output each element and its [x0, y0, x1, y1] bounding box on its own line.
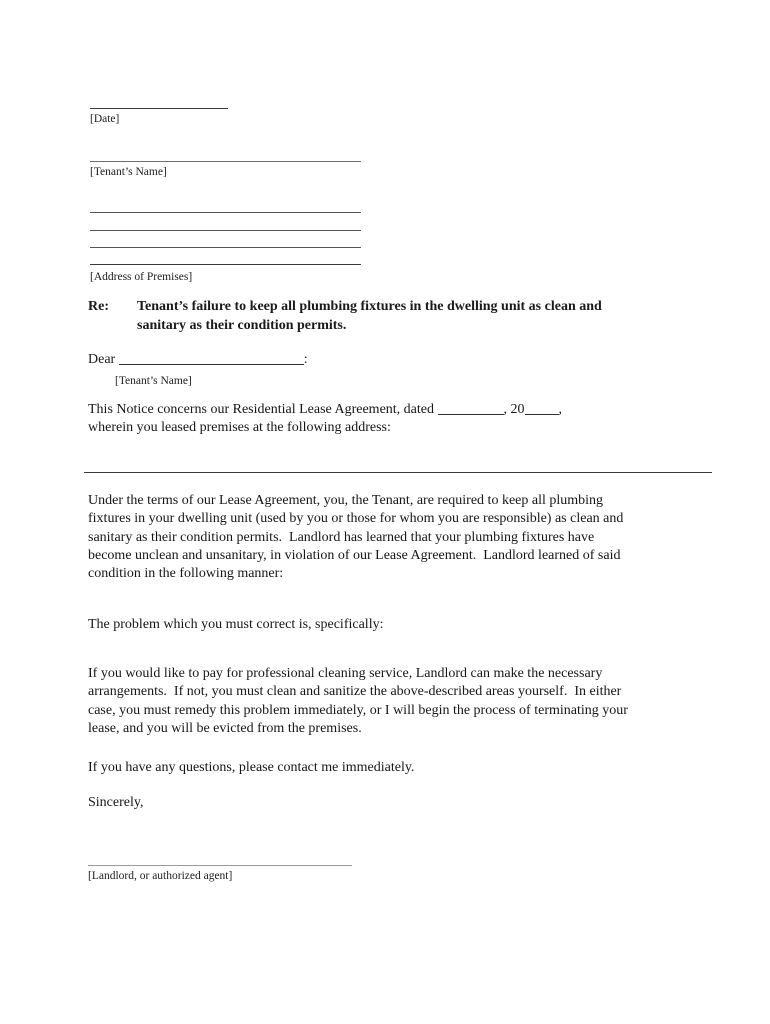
salutation-note: [Tenant’s Name] — [115, 375, 192, 387]
notice-dated-prefix: This Notice concerns our Residential Lease Agreement, dated — [88, 402, 438, 417]
closing: Sincerely, — [88, 795, 144, 810]
notice-intro — [88, 401, 700, 438]
obligation-paragraph: Under the terms of our Lease Agreement, you, the Tenant, are required to keep all plumbing fixtures in your dwelling unit (used by you or those for whom you are responsible) as clean and sanitary as their condition permits. Landlord has learned that your plumbing fixtures have become unclean and unsanitary, in violation of our Lease Agreement. Landlord learned of said condition in the following manner: — [88, 493, 624, 582]
lease-year-blank — [525, 402, 559, 415]
notice-line1-suffix: , — [558, 402, 562, 417]
questions-line: If you have any questions, please contact me immediately. — [88, 760, 415, 775]
re-subject-text: Tenant’s failure to keep all plumbing fixtures in the dwelling unit as clean and sanitary as their condition permits. — [137, 299, 602, 333]
address-of-premises-label: [Address of Premises] — [90, 271, 193, 283]
address-blank-line-1 — [90, 212, 361, 213]
date-blank-line — [90, 108, 228, 109]
address-blank-line-2 — [90, 230, 361, 231]
problem-prompt: The problem which you must correct is, specifically: — [88, 617, 384, 632]
salutation-prefix: Dear — [88, 352, 119, 367]
re-subject — [88, 298, 677, 335]
date-label: [Date] — [90, 113, 120, 125]
tenant-name-blank-line — [90, 161, 361, 162]
signature-label: [Landlord, or authorized agent] — [88, 870, 233, 882]
premises-address-blank-line — [84, 472, 712, 473]
signature-blank-line — [88, 865, 352, 866]
remedy-paragraph: If you would like to pay for professional cleaning service, Landlord can make the necessary arrangements. If not, you must clean and sanitize the above-described areas yourself. In either case, you must remedy this problem immediately, or I will begin the process of terminating your lease, and you will be evicted from the premises. — [88, 666, 628, 736]
lease-date-blank — [438, 402, 504, 415]
salutation-colon: : — [303, 352, 308, 367]
notice-line2: wherein you leased premises at the following address: — [88, 420, 391, 436]
salutation — [88, 351, 308, 369]
address-blank-line-3 — [90, 247, 361, 248]
re-prefix: Re: — [88, 299, 109, 314]
salutation-name-blank — [119, 352, 304, 365]
address-blank-line-4 — [90, 264, 361, 265]
notice-year-prefix: , 20 — [503, 402, 525, 417]
tenant-name-label: [Tenant’s Name] — [90, 166, 167, 178]
